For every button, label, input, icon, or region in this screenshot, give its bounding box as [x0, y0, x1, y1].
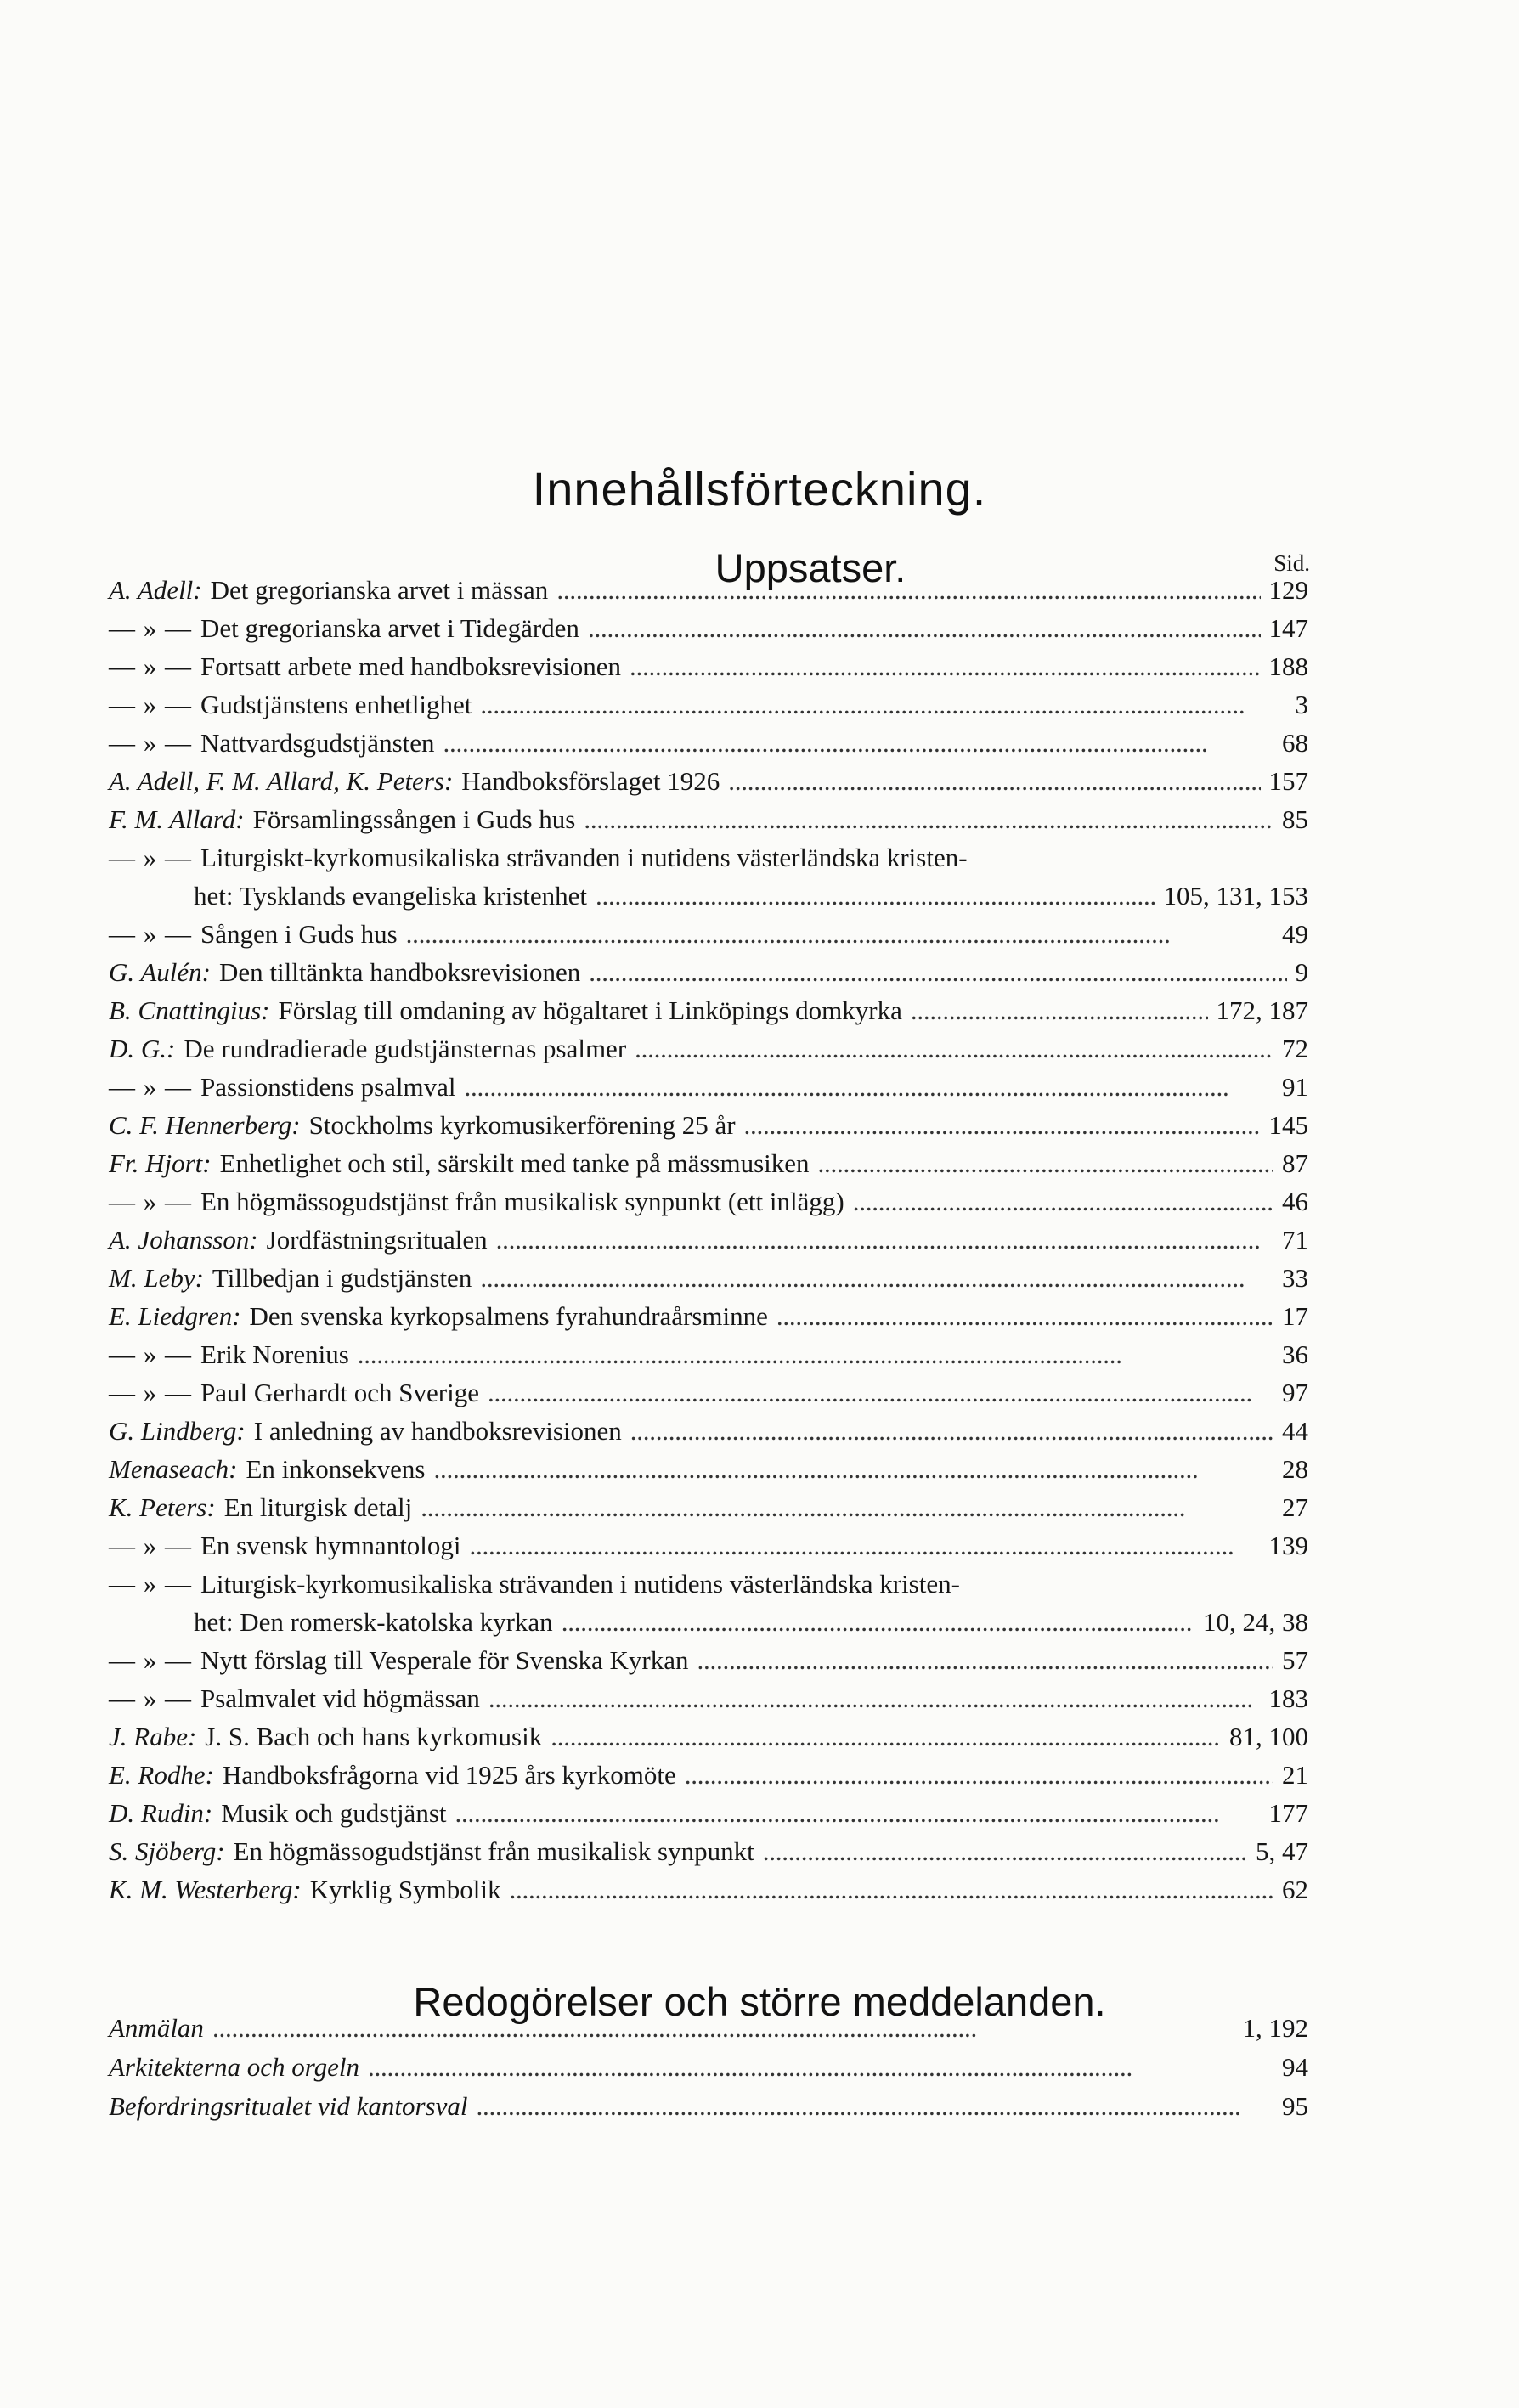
dot-leader — [728, 762, 1260, 800]
dot-leader — [433, 1450, 1273, 1488]
entry-page: 94 — [1282, 2052, 1308, 2082]
entry-author: C. F. Hennerberg: — [109, 1110, 301, 1140]
dot-leader — [697, 1641, 1273, 1679]
entry-page: 21 — [1282, 1760, 1308, 1790]
entry-author: F. M. Allard: — [109, 804, 245, 834]
entry-author: D. Rudin: — [109, 1798, 213, 1828]
dot-leader — [510, 1870, 1274, 1909]
entry-title: Liturgiskt-kyrkomusikaliska strävanden i nutidens västerländska kristen- — [200, 843, 968, 872]
dot-leader — [584, 800, 1273, 838]
entry-title: Anmälan — [109, 2013, 204, 2043]
entry-title: Erik Norenius — [200, 1339, 349, 1369]
entry-page: 9 — [1295, 957, 1308, 987]
dot-leader — [470, 1526, 1261, 1565]
toc-entry — [109, 762, 1308, 800]
uppsatser-list — [109, 571, 1308, 1909]
entry-title: Sången i Guds hus — [200, 919, 398, 949]
toc-entry — [109, 571, 1308, 609]
entry-title: Tillbedjan i gudstjänsten — [212, 1263, 472, 1293]
entry-title: En inkonsekvens — [246, 1454, 426, 1484]
entry-title: Det gregorianska arvet i Tidegärden — [200, 613, 579, 643]
ditto-mark: — » — — [109, 1569, 192, 1599]
entry-author: M. Leby: — [109, 1263, 204, 1293]
entry-page: 85 — [1282, 804, 1308, 834]
dot-leader — [476, 2087, 1273, 2126]
entry-author: D. G.: — [109, 1034, 176, 1063]
toc-entry — [109, 1756, 1308, 1794]
dot-leader — [630, 647, 1260, 685]
dot-leader — [368, 2048, 1273, 2087]
dot-leader — [358, 1335, 1273, 1373]
entry-title: Enhetlighet och stil, särskilt med tanke på mässmusiken — [219, 1148, 810, 1178]
page-title: Innehållsförteckning. — [532, 461, 987, 516]
entry-title: Paul Gerhardt och Sverige — [200, 1378, 479, 1407]
entry-page: 172, 187 — [1216, 995, 1308, 1025]
ditto-mark: — » — — [109, 651, 192, 681]
entry-title: Det gregorianska arvet i mässan — [210, 575, 549, 605]
entry-title-continuation: het: Den romersk-katolska kyrkan — [194, 1607, 553, 1637]
entry-page: 71 — [1282, 1225, 1308, 1255]
dot-leader — [911, 991, 1208, 1029]
entry-title: Stockholms kyrkomusikerförening 25 år — [308, 1110, 736, 1140]
entry-page: 91 — [1282, 1072, 1308, 1102]
toc-entry — [109, 1679, 1308, 1717]
dot-leader — [635, 1029, 1273, 1068]
entry-page: 17 — [1282, 1301, 1308, 1331]
toc-entry — [109, 1832, 1308, 1870]
entry-page: 105, 131, 153 — [1163, 881, 1308, 911]
entry-title: Passionstidens psalmval — [200, 1072, 456, 1102]
toc-entry — [109, 953, 1308, 991]
entry-title: Arkitekterna och orgeln — [109, 2052, 359, 2082]
entry-title: Gudstjänstens enhetlighet — [200, 690, 472, 719]
entry-title: De rundradierade gudstjänsternas psalmer — [184, 1034, 627, 1063]
entry-page: 44 — [1282, 1416, 1308, 1446]
dot-leader — [455, 1794, 1261, 1832]
entry-page: 129 — [1268, 575, 1308, 605]
entry-page: 27 — [1282, 1492, 1308, 1522]
entry-author: K. Peters: — [109, 1492, 216, 1522]
dot-leader — [685, 1756, 1273, 1794]
entry-title: Den svenska kyrkopsalmens fyrahundraårsminne — [249, 1301, 768, 1331]
entry-page: 62 — [1282, 1875, 1308, 1904]
toc-entry — [109, 1870, 1308, 1909]
ditto-mark: — » — — [109, 728, 192, 758]
toc-entry — [109, 2048, 1308, 2087]
entry-page: 49 — [1282, 919, 1308, 949]
dot-leader — [488, 1679, 1261, 1717]
ditto-mark: — » — — [109, 1378, 192, 1407]
entry-page: 147 — [1268, 613, 1308, 643]
toc-entry — [109, 1259, 1308, 1297]
entry-page: 57 — [1282, 1645, 1308, 1675]
entry-author: A. Adell: — [109, 575, 202, 605]
entry-page: 177 — [1268, 1798, 1308, 1828]
toc-entry — [109, 1488, 1308, 1526]
entry-page: 95 — [1282, 2091, 1308, 2121]
toc-entry — [109, 1182, 1308, 1221]
entry-author: G. Lindberg: — [109, 1416, 246, 1446]
dot-leader — [630, 1412, 1273, 1450]
toc-entry — [109, 2087, 1308, 2126]
entry-page: 33 — [1282, 1263, 1308, 1293]
entry-author: S. Sjöberg: — [109, 1836, 225, 1866]
toc-entry — [109, 1450, 1308, 1488]
ditto-mark: — » — — [109, 613, 192, 643]
entry-author: A. Adell, F. M. Allard, K. Peters: — [109, 766, 454, 796]
entry-author: A. Johansson: — [109, 1225, 258, 1255]
entry-page: 46 — [1282, 1187, 1308, 1216]
entry-title: En högmässogudstjänst från musikalisk synpunkt (ett inlägg) — [200, 1187, 844, 1216]
entry-title: J. S. Bach och hans kyrkomusik — [205, 1722, 543, 1751]
toc-entry — [109, 1373, 1308, 1412]
entry-page: 145 — [1268, 1110, 1308, 1140]
entry-title: Liturgisk-kyrkomusikaliska strävanden i nutidens västerländska kristen- — [200, 1569, 960, 1599]
entry-page: 157 — [1268, 766, 1308, 796]
entry-title: En svensk hymnantologi — [200, 1531, 461, 1560]
toc-entry — [109, 1335, 1308, 1373]
dot-leader — [421, 1488, 1273, 1526]
dot-leader — [488, 1373, 1273, 1412]
dot-leader — [212, 2009, 1234, 2048]
dot-leader — [589, 953, 1286, 991]
entry-title: Psalmvalet vid högmässan — [200, 1683, 480, 1713]
entry-page: 87 — [1282, 1148, 1308, 1178]
entry-title: Befordringsritualet vid kantorsval — [109, 2091, 468, 2121]
dot-leader — [551, 1717, 1221, 1756]
ditto-mark: — » — — [109, 1645, 192, 1675]
toc-entry — [109, 991, 1308, 1029]
entry-page: 5, 47 — [1256, 1836, 1308, 1866]
toc-entry — [109, 1526, 1308, 1565]
entry-page: 10, 24, 38 — [1203, 1607, 1308, 1637]
entry-author: K. M. Westerberg: — [109, 1875, 302, 1904]
entry-title: Nattvardsgudstjänsten — [200, 728, 435, 758]
dot-leader — [465, 1068, 1273, 1106]
entry-page: 28 — [1282, 1454, 1308, 1484]
entry-title: Kyrklig Symbolik — [309, 1875, 501, 1904]
dot-leader — [744, 1106, 1261, 1144]
ditto-mark: — » — — [109, 843, 192, 872]
toc-entry — [109, 1068, 1308, 1106]
toc-entry — [109, 1144, 1308, 1182]
ditto-mark: — » — — [109, 1072, 192, 1102]
toc-entry-continuation — [109, 1603, 1308, 1641]
dot-leader — [480, 1259, 1273, 1297]
ditto-mark: — » — — [109, 919, 192, 949]
entry-title: Jordfästningsritualen — [266, 1225, 488, 1255]
entry-title: Församlingssången i Guds hus — [252, 804, 576, 834]
entry-title: En högmässogudstjänst från musikalisk synpunkt — [233, 1836, 754, 1866]
entry-page: 139 — [1268, 1531, 1308, 1560]
entry-author: J. Rabe: — [109, 1722, 197, 1751]
dot-leader — [818, 1144, 1273, 1182]
toc-entry — [109, 1029, 1308, 1068]
entry-author: E. Liedgren: — [109, 1301, 241, 1331]
entry-title: Förslag till omdaning av högaltaret i Linköpings domkyrka — [278, 995, 902, 1025]
entry-page: 36 — [1282, 1339, 1308, 1369]
toc-entry — [109, 1641, 1308, 1679]
toc-entry — [109, 800, 1308, 838]
toc-entry — [109, 915, 1308, 953]
entry-author: E. Rodhe: — [109, 1760, 214, 1790]
entry-page: 1, 192 — [1242, 2013, 1308, 2043]
ditto-mark: — » — — [109, 1339, 192, 1369]
entry-page: 188 — [1268, 651, 1308, 681]
entry-page: 183 — [1268, 1683, 1308, 1713]
entry-page: 72 — [1282, 1034, 1308, 1063]
entry-title: Musik och gudstjänst — [221, 1798, 447, 1828]
toc-entry — [109, 838, 1308, 877]
entry-page: 81, 100 — [1229, 1722, 1308, 1751]
toc-entry-continuation — [109, 877, 1308, 915]
entry-title-continuation: het: Tysklands evangeliska kristenhet — [194, 881, 588, 911]
toc-entry — [109, 1221, 1308, 1259]
section-heading-redogorelser: Redogörelser och större meddelanden. — [413, 1979, 1106, 2024]
dot-leader — [406, 915, 1273, 953]
dot-leader — [443, 724, 1273, 762]
toc-entry — [109, 1565, 1308, 1603]
entry-title: Handboksförslaget 1926 — [461, 766, 720, 796]
dot-leader — [496, 1221, 1273, 1259]
entry-title: Nytt förslag till Vesperale för Svenska Kyrkan — [200, 1645, 689, 1675]
entry-page: 97 — [1282, 1378, 1308, 1407]
entry-author: G. Aulén: — [109, 957, 211, 987]
toc-entry — [109, 1297, 1308, 1335]
dot-leader — [556, 571, 1260, 609]
toc-entry — [109, 609, 1308, 647]
ditto-mark: — » — — [109, 1187, 192, 1216]
entry-title: I anledning av handboksrevisionen — [253, 1416, 622, 1446]
dot-leader — [480, 685, 1286, 724]
redogorelser-list — [109, 2009, 1308, 2126]
toc-entry — [109, 724, 1308, 762]
dot-leader — [562, 1603, 1194, 1641]
entry-title: Den tilltänkta handboksrevisionen — [218, 957, 581, 987]
entry-page: 68 — [1282, 728, 1308, 758]
entry-title: En liturgisk detalj — [223, 1492, 413, 1522]
dot-leader — [853, 1182, 1273, 1221]
ditto-mark: — » — — [109, 1683, 192, 1713]
toc-entry — [109, 1794, 1308, 1832]
ditto-mark: — » — — [109, 690, 192, 719]
dot-leader — [763, 1832, 1247, 1870]
toc-entry — [109, 1106, 1308, 1144]
entry-title: Fortsatt arbete med handboksrevisionen — [200, 651, 622, 681]
entry-title: Handboksfrågorna vid 1925 års kyrkomöte — [222, 1760, 676, 1790]
section-heading-uppsatser: Uppsatser. — [714, 545, 906, 590]
toc-entry — [109, 647, 1308, 685]
entry-author: Fr. Hjort: — [109, 1148, 212, 1178]
dot-leader — [588, 609, 1261, 647]
dot-leader — [596, 877, 1155, 915]
toc-entry — [109, 2009, 1308, 2048]
dot-leader — [776, 1297, 1273, 1335]
toc-entry — [109, 1412, 1308, 1450]
toc-entry — [109, 685, 1308, 724]
page-column-label: Sid. — [1273, 550, 1310, 576]
entry-author: B. Cnattingius: — [109, 995, 270, 1025]
entry-page: 3 — [1295, 690, 1308, 719]
entry-author: Menaseach: — [109, 1454, 238, 1484]
toc-entry — [109, 1717, 1308, 1756]
ditto-mark: — » — — [109, 1531, 192, 1560]
